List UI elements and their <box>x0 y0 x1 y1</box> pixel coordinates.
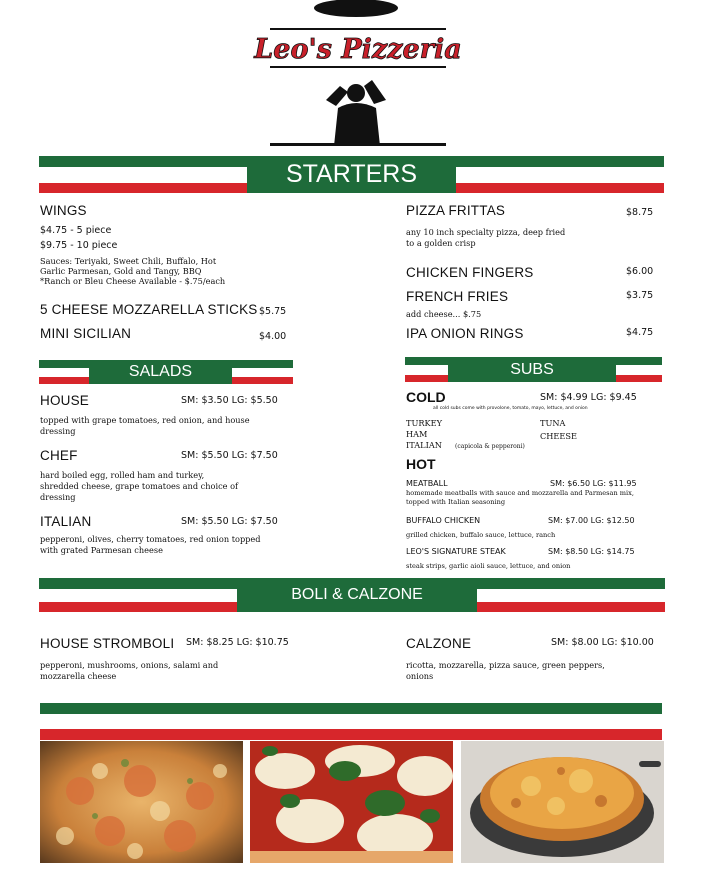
mozzarella-sticks-price: $5.75 <box>259 306 287 317</box>
onion-rings-name: IPA ONION RINGS <box>406 326 524 341</box>
subs-band-red-left <box>405 375 448 382</box>
sub-steak-desc: steak strips, garlic aioli sauce, lettuce, and onion <box>406 562 571 570</box>
salad-chef-desc-1: hard boiled egg, rolled ham and turkey, <box>40 470 205 480</box>
salad-italian-desc-1: pepperoni, olives, cherry tomatoes, red onion topped <box>40 534 261 544</box>
pizza-frittas-desc-2: to a golden crisp <box>406 238 476 248</box>
salad-house-name: HOUSE <box>40 393 90 408</box>
subs-band-red-right <box>616 375 662 382</box>
boli-band-green-right <box>477 578 665 589</box>
sub-italian-note: (capicola & pepperoni) <box>455 443 525 450</box>
chicken-fingers-name: CHICKEN FINGERS <box>406 265 534 280</box>
sub-buffalo-price: SM: $7.00 LG: $12.50 <box>548 516 635 525</box>
bottom-band-red <box>40 729 662 740</box>
logo-graphic <box>254 0 462 148</box>
sub-cheese: CHEESE <box>540 431 577 441</box>
salad-chef-desc-3: dressing <box>40 492 76 502</box>
subs-cold-note: all cold subs come with provolone, tomato, mayo, lettuce, and onion <box>433 406 588 411</box>
french-fries-price: $3.75 <box>626 290 654 301</box>
salad-chef-name: CHEF <box>40 448 78 463</box>
sub-meatball-price: SM: $6.50 LG: $11.95 <box>550 479 637 488</box>
calzone-desc-1: ricotta, mozzarella, pizza sauce, green peppers, <box>406 660 605 670</box>
stromboli-desc-2: mozzarella cheese <box>40 671 117 681</box>
boli-band-green-left <box>39 578 237 589</box>
subs-band-green-left <box>405 357 448 365</box>
bottom-band-green <box>40 703 662 714</box>
chicken-fingers-price: $6.00 <box>626 266 654 277</box>
sub-meatball-desc-2: topped with Italian seasoning <box>406 498 506 506</box>
stromboli-name: HOUSE STROMBOLI <box>40 636 175 651</box>
sub-italian: ITALIAN <box>406 440 442 450</box>
onion-rings-price: $4.75 <box>626 327 654 338</box>
mozzarella-sticks-name: 5 CHEESE MOZZARELLA STICKS <box>40 302 258 317</box>
sub-steak-price: SM: $8.50 LG: $14.75 <box>548 547 635 556</box>
salads-band-green-left <box>39 360 89 368</box>
sub-meatball-desc-1: homemade meatballs with sauce and mozzarella and Parmesan mix, <box>406 489 634 497</box>
calzone-desc-2: onions <box>406 671 434 681</box>
sub-turkey: TURKEY <box>406 418 443 428</box>
subs-cold-heading: COLD <box>406 389 446 405</box>
band-green-left <box>39 156 247 167</box>
french-fries-name: FRENCH FRIES <box>406 289 509 304</box>
subs-cold-price: SM: $4.99 LG: $9.45 <box>540 392 637 403</box>
pizza-frittas-name: PIZZA FRITTAS <box>406 203 506 218</box>
pizza-frittas-desc-1: any 10 inch specialty pizza, deep fried <box>406 227 566 237</box>
french-fries-desc: add cheese... $.75 <box>406 309 482 319</box>
sub-buffalo-name: BUFFALO CHICKEN <box>406 516 481 525</box>
pizza-photo-1 <box>40 741 243 863</box>
subs-band-green-right <box>616 357 662 365</box>
mini-sicilian-price: $4.00 <box>259 331 287 342</box>
pizza-photo-3 <box>461 741 664 863</box>
wings-price-10: $9.75 - 10 piece <box>40 240 118 251</box>
wings-sauces-2: Garlic Parmesan, Gold and Tangy, BBQ <box>40 266 202 276</box>
pizza-photo-2 <box>250 741 453 863</box>
sub-steak-name: LEO'S SIGNATURE STEAK <box>406 547 506 556</box>
wings-name: WINGS <box>40 203 87 218</box>
salads-band-green-right <box>232 360 293 368</box>
salad-house-desc-1: topped with grape tomatoes, red onion, and house <box>40 415 250 425</box>
wings-price-5: $4.75 - 5 piece <box>40 225 112 236</box>
sub-buffalo-desc: grilled chicken, buffalo sauce, lettuce, ranch <box>406 531 556 539</box>
logo <box>254 0 462 148</box>
wings-sauces-1: Sauces: Teriyaki, Sweet Chili, Buffalo, Hot <box>40 256 217 266</box>
salad-italian-name: ITALIAN <box>40 514 92 529</box>
salads-band-red-left <box>39 377 89 384</box>
boli-band-red-right <box>477 602 665 612</box>
pizza-frittas-price: $8.75 <box>626 207 654 218</box>
section-title-subs: SUBS <box>448 357 616 382</box>
subs-hot-heading: HOT <box>406 456 436 472</box>
wings-sauces-3: *Ranch or Bleu Cheese Available - $.75/each <box>40 276 226 286</box>
salad-chef-price: SM: $5.50 LG: $7.50 <box>181 450 278 461</box>
boli-band-red-left <box>39 602 237 612</box>
stromboli-desc-1: pepperoni, mushrooms, onions, salami and <box>40 660 219 670</box>
calzone-name: CALZONE <box>406 636 472 651</box>
svg-text:Leo's Pizzeria: Leo's Pizzeria <box>254 34 462 65</box>
salad-chef-desc-2: shredded cheese, grape tomatoes and choice of <box>40 481 239 491</box>
band-red-left <box>39 183 247 193</box>
salad-italian-price: SM: $5.50 LG: $7.50 <box>181 516 278 527</box>
sub-tuna: TUNA <box>540 418 566 428</box>
salad-house-price: SM: $3.50 LG: $5.50 <box>181 395 278 406</box>
sub-ham: HAM <box>406 429 428 439</box>
stromboli-price: SM: $8.25 LG: $10.75 <box>186 637 289 648</box>
salads-band-red-right <box>232 377 293 384</box>
band-red-right <box>456 183 664 193</box>
mini-sicilian-name: MINI SICILIAN <box>40 326 132 341</box>
salad-house-desc-2: dressing <box>40 426 76 436</box>
sub-meatball-name: MEATBALL <box>406 479 448 488</box>
calzone-price: SM: $8.00 LG: $10.00 <box>551 637 654 648</box>
section-title-salads: SALADS <box>89 360 232 384</box>
section-title-boli: BOLI & CALZONE <box>237 578 477 612</box>
band-green-right <box>456 156 664 167</box>
section-title-starters: STARTERS <box>247 156 456 193</box>
salad-italian-desc-2: with grated Parmesan cheese <box>40 545 163 555</box>
